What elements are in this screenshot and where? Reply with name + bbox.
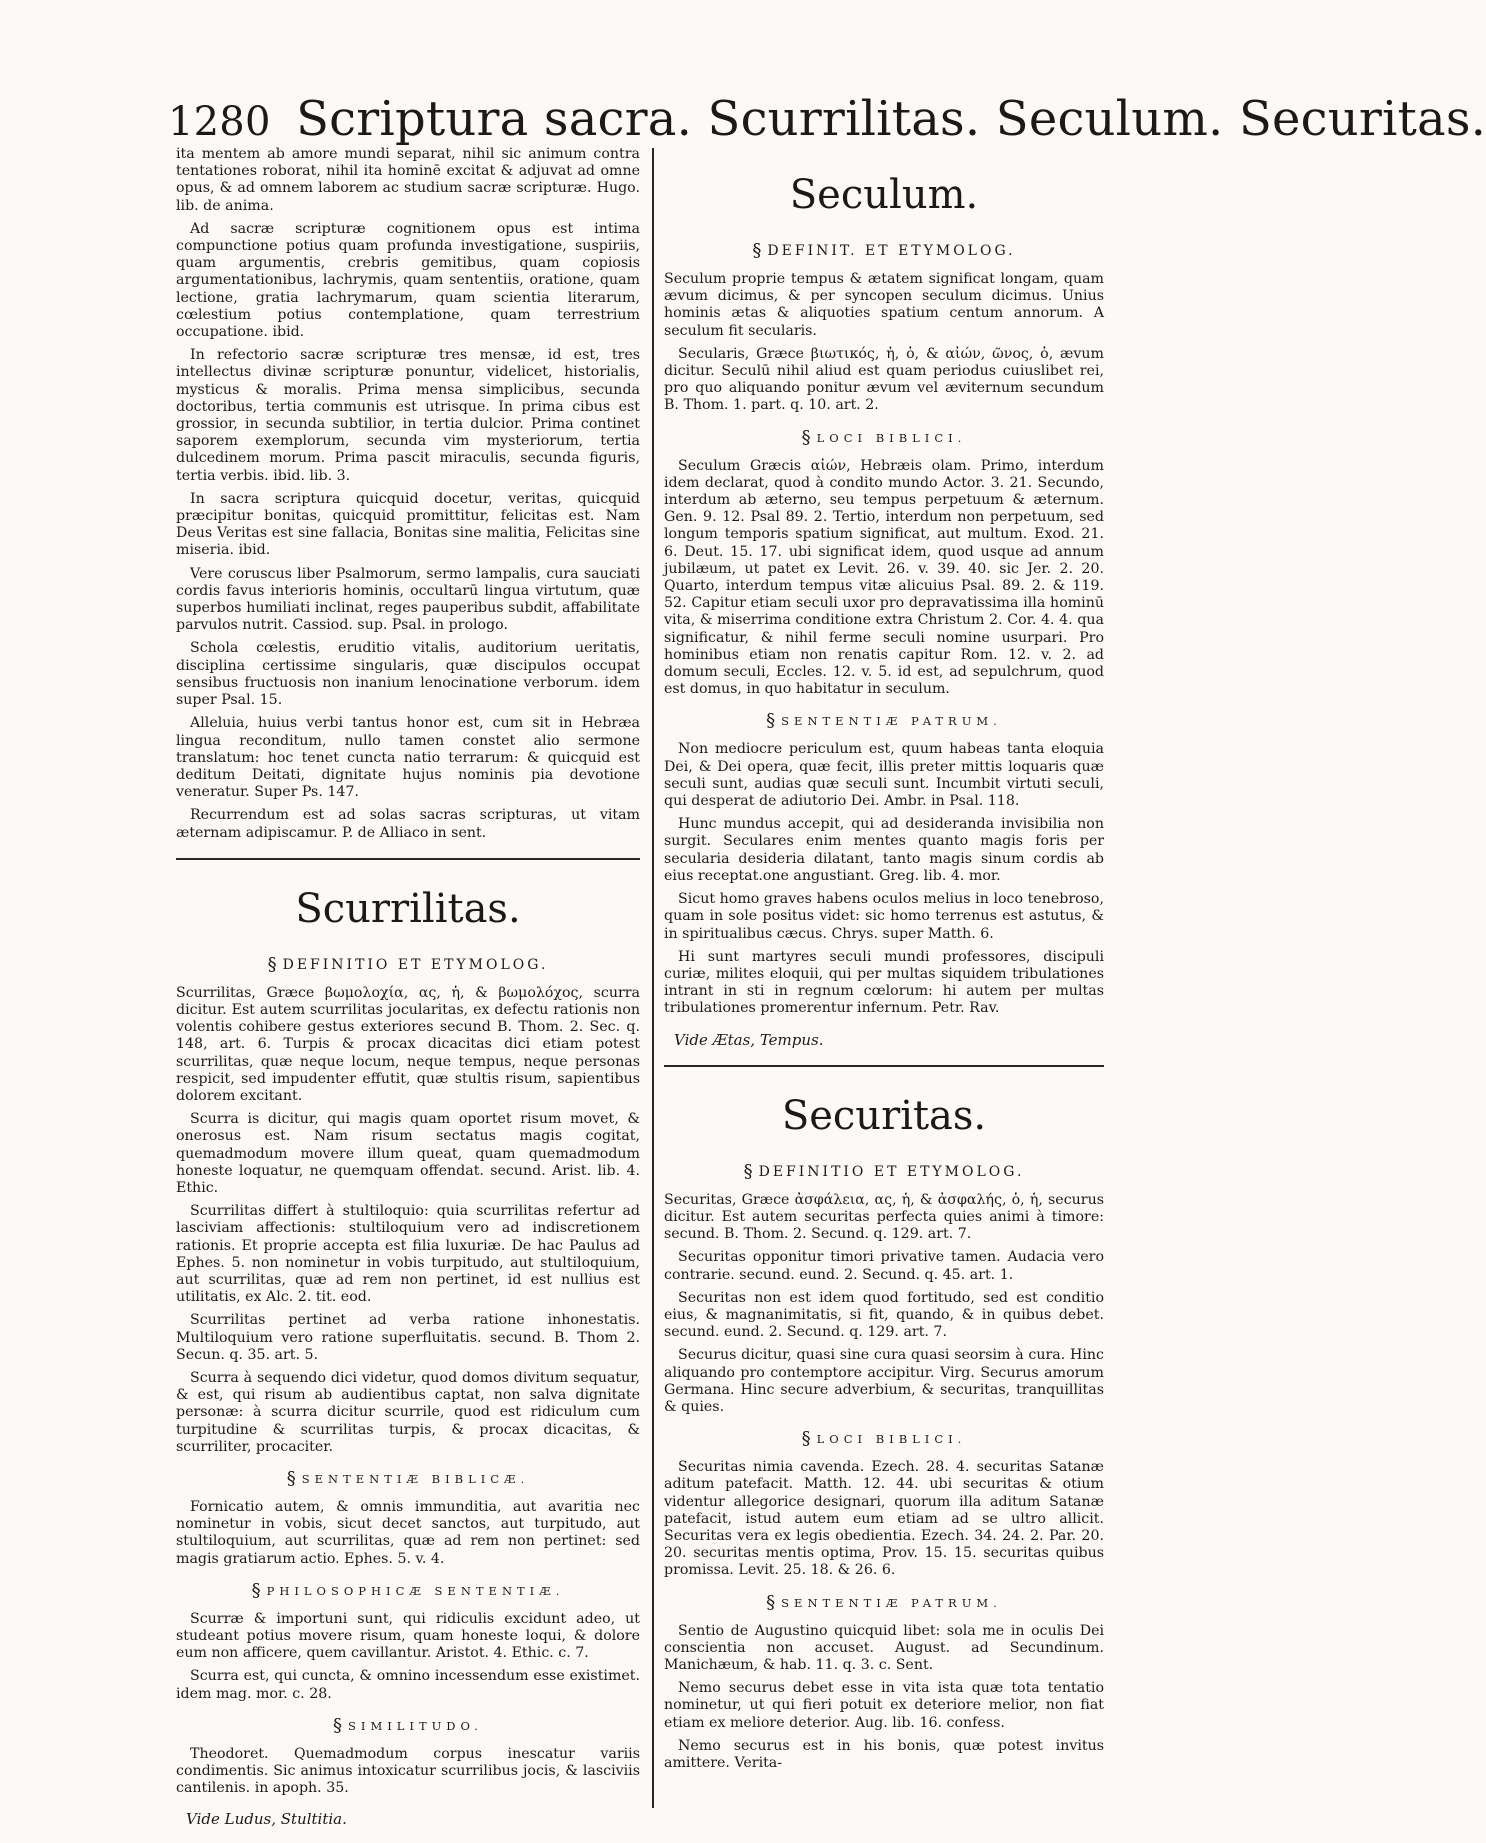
paragraph-mark-icon: §: [251, 1579, 261, 1601]
paragraph-mark-icon: §: [333, 1714, 343, 1736]
running-head: [168, 90, 1486, 151]
paragraph: Theodoret. Quemadmodum corpus inescatur variis condimentis. Sic animus intoxicatur scurrilibus jocis, & lasciviis cantilenis. in apoph. 35.: [176, 1745, 640, 1797]
section-securitas: [664, 1093, 1104, 1772]
paragraph: Sentio de Augustino quicquid libet: sola me in oculis Dei conscientia non accuset. August. ad Secundinum. Manichæum, & hab. 11. q. 3. c. Sent.: [664, 1622, 1104, 1673]
see-also: Vide Ætas, Tempus.: [674, 1030, 824, 1049]
paragraph: Ad sacræ scripturæ cognitionem opus est intima compunctione potius quam profunda investigatione, suspiriis, quam argumentis, crebris gemitibus, quam copiosis argumentationibus, lachrymis, quam sententiis, oratione, quam lectione, gratia lachrymarum, quam scientia literarum, cœlestium potius contemplatione, quam terrestrium occupatione. ibid.: [176, 220, 640, 341]
subsection-head: § SENTENTIÆ PATRUM.: [766, 710, 1002, 732]
paragraph: Scurrilitas differt à stultiloquio: quia scurrilitas refertur ad lasciviam affectionis: stultiloquium vero ad indiscretionem rationis. Et proprie accepta est filia luxuriæ. De hac Paulus ad Ephes. 5. non nominetur in vobis turpitudo, aut stultiloquium, aut scurrilitas, quæ ad rem non pertinet, id est nullius est utilitatis, ex Alc. 2. tit. eod.: [176, 1203, 640, 1306]
paragraph: Scurra est, qui cuncta, & omnino incessendum esse existimet. idem mag. mor. c. 28.: [176, 1668, 640, 1702]
section-title: Scurrilitas.: [295, 885, 521, 932]
paragraph: Hi sunt martyres seculi mundi professores, discipuli curiæ, milites eloquii, qui per multas siquidem tribulationes intrant in sti in regnum cœlorum: hi autem per multas tribulationes promerentur infernum. Petr. Rav.: [664, 948, 1104, 1017]
paragraph-mark-icon: §: [801, 1428, 811, 1450]
paragraph: Vere coruscus liber Psalmorum, sermo lampalis, cura sauciati cordis favus interioris hominis, occultarū lingua virtutum, quæ superbos humiliati inclinat, reges pauperibus subdit, affabilitate parvulos nutrit. Cassiod. sup. Psal. in prologo.: [176, 565, 640, 634]
paragraph: Securitas nimia cavenda. Ezech. 28. 4. securitas Satanæ aditum patefacit. Matth. 12. 44. ubi securitas & otium videntur allegorice designari, quorum illa aditum Satanæ patefacit, istud autem eum etiam ad se ultro allicit. Securitas vera ex legis obedientia. Ezech. 34. 24. 2. Par. 20. 20. securitas mentis optima, Prov. 15. 15. securitas quibus promissa. Levit. 25. 18. & 26. 6.: [664, 1459, 1104, 1579]
scriptura-continuation: [176, 146, 640, 842]
paragraph: Scurrilitas pertinet ad verba ratione inhonestatis. Multiloquium vero ratione superfluitatis. secund. B. Thom 2. Secun. q. 35. art. 5.: [176, 1312, 640, 1363]
paragraph-mark-icon: §: [286, 1468, 296, 1489]
paragraph: Fornicatio autem, & omnis immunditia, aut avaritia nec nominetur in vobis, sicut decet sanctos, aut turpitudo, aut stultiloquium, aut scurrilitas, quæ ad rem non pertinet: sed magis gratiarum actio. Ephes. 5. v. 4.: [176, 1499, 640, 1567]
section-seculum: [664, 172, 1104, 1049]
paragraph: Alleluia, huius verbi tantus honor est, cum sit in Hebræa lingua reconditum, nullo tamen constet alio sermone translatum: hoc tenet cuncta natio terrarum: & quicquid est deditum Deitati, dignitate hujus nominis pia devotione veneratur. Super Ps. 147.: [176, 715, 640, 801]
subsection-head: § LOCI BIBLICI.: [801, 1428, 967, 1450]
paragraph-mark-icon: §: [766, 710, 776, 732]
paragraph: In sacra scriptura quicquid docetur, veritas, quicquid præcipitur bonitas, quicquid promittitur, felicitas est. Nam Deus Veritas est sine fallacia, Bonitas sine malitia, Felicitas sine miseria. ibid.: [176, 490, 640, 559]
paragraph-mark-icon: §: [752, 240, 762, 261]
subsection-head: § DEFINITIO ET ETYMOLOG.: [267, 953, 549, 975]
subsection-head: § DEFINIT. ET ETYMOLOG.: [752, 240, 1016, 261]
paragraph: Securitas, Græce ἀσφάλεια, ας, ἡ, & ἀσφαλής, ὁ, ἡ, securus dicitur. Est autem securitas perfecta quies animi à timore: secund. B. Thom. 2. Secund. q. 129. art. 7.: [664, 1191, 1104, 1243]
paragraph-mark-icon: §: [801, 426, 811, 448]
subsection-head: § PHILOSOPHICÆ SENTENTIÆ.: [251, 1579, 565, 1601]
section-rule: [176, 858, 640, 860]
page-number: 1280: [168, 99, 271, 145]
running-title: Scriptura sacra. Scurrilitas. Seculum. Securitas.: [296, 91, 1486, 147]
paragraph: Recurrendum est ad solas sacras scripturas, ut vitam æternam adipiscamur. P. de Alliaco in sent.: [176, 807, 640, 841]
paragraph: Schola cœlestis, eruditio vitalis, auditorium ueritatis, disciplina certissime singularis, quæ discipulos occupat sensibus fructuosis non inanium lenocinatione verborum. idem super Psal. 15.: [176, 640, 640, 709]
paragraph: Securus dicitur, quasi sine cura quasi seorsim à cura. Hinc aliquando pro contemptore accipitur. Virg. Securus amorum Germana. Hinc secure adverbium, & securitas, tranquillitas & quies.: [664, 1347, 1104, 1415]
paragraph: Hunc mundus accepit, qui ad desideranda invisibilia non surgit. Seculares enim mentes quanto magis foris per secularia desideria dilatant, tanto magis sinum cordis ab eius receptat.one angustiant. Greg. lib. 4. mor.: [664, 816, 1104, 884]
paragraph: Nemo securus debet esse in vita ista quæ tota tentatio nominetur, ut qui fieri potuit ex deteriore melior, non fiat etiam ex meliore deterior. Aug. lib. 16. confess.: [664, 1680, 1104, 1731]
paragraph: Sicut homo graves habens oculos melius in loco tenebroso, quam in sole positus videt: sic homo terrenus est astutus, & in spiritualibus cæcus. Chrys. super Matth. 6.: [664, 891, 1104, 942]
paragraph: Scurra is dicitur, qui magis quam oportet risum movet, & onerosus est. Nam risum sectatus magis cogitat, quemadmodum movere illum queat, quam quemadmodum honeste loquatur, ne quemquam offendat. secund. Arist. lib. 4. Ethic.: [176, 1111, 640, 1196]
paragraph: ita mentem ab amore mundi separat, nihil sic animum contra tentationes roborat, nihil ita hominē excitat & adjuvat ad omne opus, & ad omnem laborem ac studium sacræ scripturæ. Hugo. lib. de anima.: [176, 146, 640, 214]
left-column: [176, 146, 640, 1835]
section-rule: [664, 1065, 1104, 1067]
subsection-head: § DEFINITIO ET ETYMOLOG.: [743, 1160, 1025, 1182]
column-divider: [652, 148, 654, 1808]
subsection-head: § SIMILITUDO.: [333, 1714, 483, 1736]
paragraph-mark-icon: §: [267, 953, 277, 975]
subsection-head: § SENTENTIÆ PATRUM.: [766, 1591, 1002, 1613]
paragraph: Nemo securus est in his bonis, quæ potest invitus amittere. Verita-: [664, 1737, 1104, 1771]
paragraph-mark-icon: §: [766, 1591, 776, 1613]
paragraph: Scurræ & importuni sunt, qui ridiculis excidunt adeo, ut studeant potius movere risum, quam honeste loqui, & dolore eum non afficere, quem cavillantur. Aristot. 4. Ethic. c. 7.: [176, 1610, 640, 1662]
paragraph: Scurrilitas, Græce βωμολοχία, ας, ἡ, & βωμολόχος, scurra dicitur. Est autem scurrilitas jocularitas, ex defectu rationis non volentis cohibere gestus exteriores secund B. Thom. 2. Sec. q. 148, art. 6. Turpis & procax dicacitas dici etiam potest scurrilitas, quæ neque locum, neque tempus, neque personas respicit, sed impudenter effutit, quæ stultis risum, sapientibus dolorem excitant.: [176, 984, 640, 1104]
right-column: [664, 146, 1104, 1778]
paragraph: Securitas opponitur timori privative tamen. Audacia vero contrarie. secund. eund. 2. Secund. q. 45. art. 1.: [664, 1249, 1104, 1283]
paragraph: Secularis, Græce βιωτικός, ἡ, ὁ, & αἰών, ῶνος, ὁ, ævum dicitur. Seculū nihil aliud est quam periodus cuiuslibet rei, pro quo aliquando ponitur ævum vel æviternum secundum B. Thom. 1. part. q. 10. art. 2.: [664, 345, 1104, 414]
section-scurrilitas: [176, 886, 640, 1829]
paragraph: Securitas non est idem quod fortitudo, sed est conditio eius, & magnanimitatis, si fit, quando, & in quibus debet. secund. eund. 2. Secund. q. 129. art. 7.: [664, 1289, 1104, 1341]
paragraph: In refectorio sacræ scripturæ tres mensæ, id est, tres intellectus divinæ scripturæ ponuntur, videlicet, historialis, mysticus & moralis. Prima mensa simplicibus, secunda doctoribus, tertia communis est utrisque. In prima cibus est grossior, in secunda subtilior, in tertia dulcior. Prima continet saporem exemplorum, secunda vim mysteriorum, tertia dulcedinem morum. Prima pascit miraculis, secunda figuris, tertia verbis. ibid. lib. 3.: [176, 347, 640, 484]
paragraph: Non mediocre periculum est, quum habeas tanta eloquia Dei, & Dei opera, quæ fecit, illis preter mittis loquaris quæ seculi sunt, audias quæ seculi sunt. Incumbit virtuti seculi, qui desperat de adiutorio Dei. Ambr. in Psal. 118.: [664, 741, 1104, 810]
paragraph: Seculum proprie tempus & ætatem significat longam, quam ævum dicimus, & per syncopen seculum dicimus. Unius hominis ætas & aliquoties spatium centum annorum. A seculum fit secularis.: [664, 271, 1104, 339]
paragraph-mark-icon: §: [743, 1160, 753, 1182]
section-title: Securitas.: [781, 1092, 987, 1139]
paragraph: Scurra à sequendo dici videtur, quod domos divitum sequatur, & est, qui risum ab audientibus captat, non salva dignitate personæ: à scurra dicitur scurrile, quod est ridiculum cum turpitudine & scurrilitas turpis, & procax dicacitas, & scurriliter, procaciter.: [176, 1369, 640, 1455]
subsection-head: § SENTENTIÆ BIBLICÆ.: [286, 1468, 530, 1489]
section-title: Seculum.: [789, 172, 979, 218]
subsection-head: § LOCI BIBLICI.: [801, 426, 967, 448]
see-also: Vide Ludus, Stultitia.: [186, 1810, 347, 1829]
paragraph: Seculum Græcis αἰών, Hebræis olam. Primo, interdum idem declarat, quod à condito mundo Actor. 3. 21. Secundo, interdum ab æterno, seu tempus perpetuum & æternum. Gen. 9. 12. Psal 89. 2. Tertio, interdum non perpetuum, sed longum temporis spatium significat, aut multum. Exod. 21. 6. Deut. 15. 17. ubi significat idem, quod usque ad annum jubilæum, ut patet ex Levit. 26. v. 39. 40. sic Jer. 2. 20. Quarto, interdum tempus vitæ alicuius Psal. 89. 2. & 119. 52. Capitur etiam seculi uxor pro depravatissima illa hominū vita, & miserrima conditione extra Christum 2. Cor. 4. 4. qua significatur, & nihil ferme seculi nomine usurpari. Pro hominibus etiam non renatis capitur Rom. 12. v. 2. ad domum seculi, Eccles. 12. v. 5. id est, ad sepulchrum, quod est domus, in quo habitatur in seculum.: [664, 457, 1104, 698]
